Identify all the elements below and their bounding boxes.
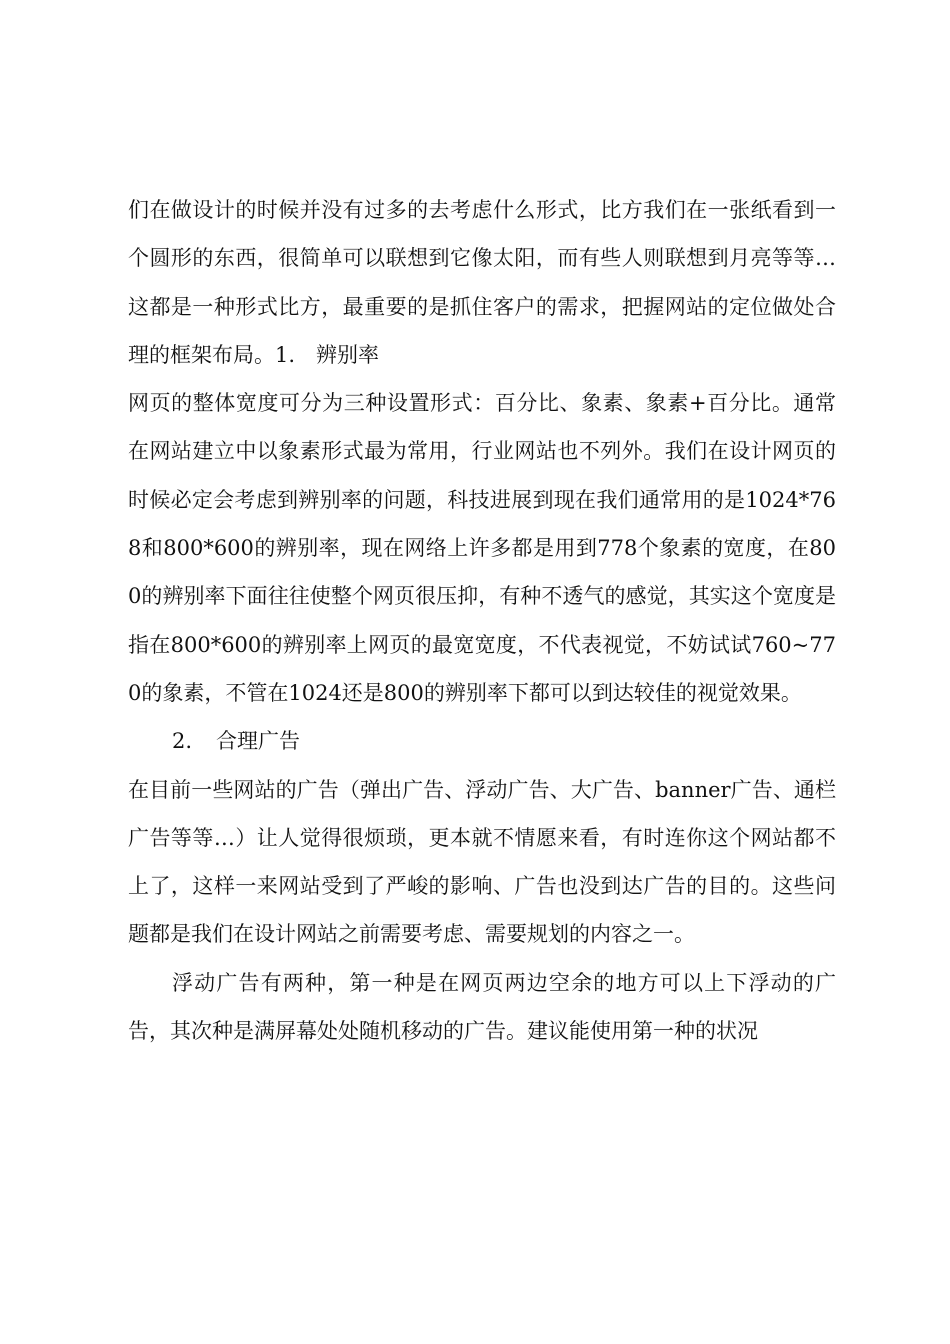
paragraph-floating-ads: 浮动广告有两种，第一种是在网页两边空余的地方可以上下浮动的广告，其次种是满屏幕处处随机移动的广告。建议能使用第一种的状况	[128, 970, 836, 1044]
section-number: 2.	[172, 729, 193, 754]
paragraph-resolution: 网页的整体宽度可分为三种设置形式：百分比、象素、象素+百分比。通常在网站建立中以象素形式最为常用，行业网站也不列外。我们在设计网页的时候必定会考虑到辨别率的问题，科技进展到现在我们通常用的是1024*768和800*600的辨别率，现在网络上许多都是用到778个象素的宽度，在800的辨别率下面往往使整个网页很压抑，有种不透气的感觉，其实这个宽度是指在800*600的辨别率上网页的最宽宽度，不代表视觉，不妨试试760~770的象素，不管在1024还是800的辨别率下都可以到达较佳的视觉效果。	[128, 391, 836, 705]
section-title: 合理广告	[216, 729, 300, 754]
document-body	[128, 186, 836, 1055]
paragraph-ads-problem: 在目前一些网站的广告（弹出广告、浮动广告、大广告、banner广告、通栏广告等等…）让人觉得很烦琐，更本就不情愿来看，有时连你这个网站都不上了，这样一来网站受到了严峻的影响、广告也没到达广告的目的。这些问题都是我们在设计网站之前需要考虑、需要规划的内容之一。	[128, 777, 836, 947]
section-heading-reasonable-ads	[128, 717, 836, 765]
paragraph-design-form: 们在做设计的时候并没有过多的去考虑什么形式，比方我们在一张纸看到一个圆形的东西，很简单可以联想到它像太阳，而有些人则联想到月亮等等…这都是一种形式比方，最重要的是抓住客户的需求，把握网站的定位做处合理的框架布局。1. 辨别率	[128, 198, 836, 367]
